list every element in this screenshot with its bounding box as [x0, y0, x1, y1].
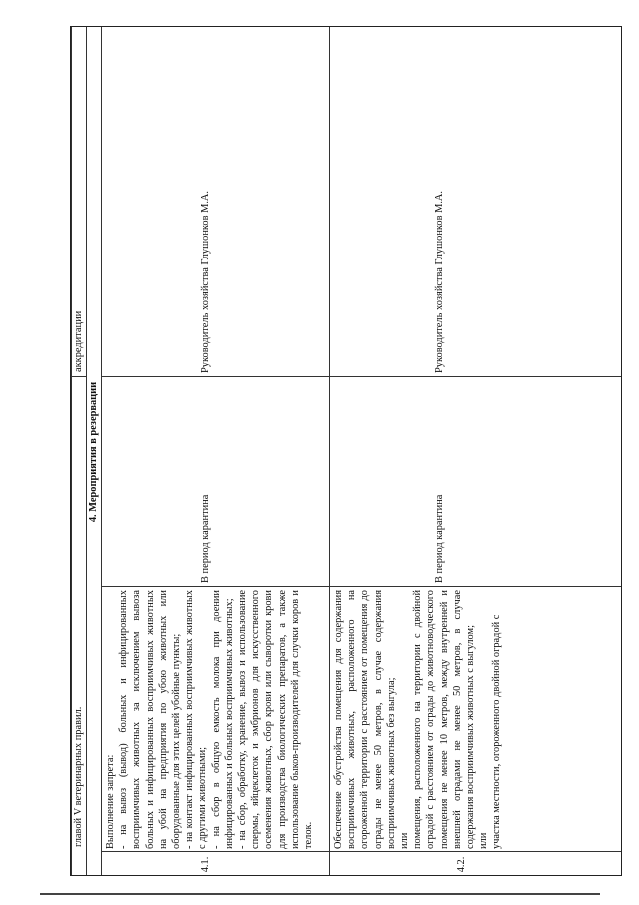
rotated-table [71, 27, 622, 876]
section-heading [87, 27, 101, 876]
row-responsible: Руководитель хозяйства Глушонков М.А. [200, 190, 211, 373]
grid-line [101, 586, 622, 587]
text-line: - на контакт инфицированных восприимчивых животных с другими животными; [184, 590, 209, 849]
header-right-text: аккредитации [73, 310, 84, 372]
text-line: или [478, 832, 490, 849]
section-heading-text: 4. Мероприятия в резервации [88, 381, 99, 523]
scan-bottom-edge [40, 893, 600, 895]
row-number: 4.1. [200, 856, 211, 873]
text-line: - на сбор в общую емкость молока при доении инфицированных и больных восприимчивых животных; [210, 590, 235, 849]
text-line: Обеспечение обустройства помещения для содержания восприимчивых животных, расположенного на огороженной территории с расстоянием от помещения до ограды не менее 50 метров, в случае содержания восприимчивых животных без выгула; [333, 590, 397, 849]
grid-line [101, 27, 102, 876]
scanned-table-page [70, 26, 622, 876]
text-line: Выполнение запрета: [105, 754, 116, 849]
text-line: помещения, расположенного на территории с двойной оградой с расстоянием от ограды до животноводческого помещения не менее 10 метров, между внутренней и внешней оградами не менее 50 метров, в случае содержания восприимчивых животных с выгулом; [412, 590, 477, 849]
header-left-cell [72, 387, 86, 847]
row-description [104, 590, 326, 849]
grid-line [101, 376, 622, 377]
row-number: 4.2. [456, 856, 467, 873]
row-description [332, 590, 622, 849]
grid-line [101, 851, 622, 852]
header-right-cell [72, 32, 86, 372]
row-period: В период карантина [434, 494, 445, 583]
text-line: - на вывоз (вывод) больных и инфицированных восприимчивых животных за исключением вывоза больных и инфицированных восприимчивых животных на убой на предприятия по убою животных или оборудованные для этих целей убойные пункты; [118, 590, 183, 849]
row-period: В период карантина [200, 494, 211, 583]
text-line: - на сбор, обработку, хранение, вывоз и использование спермы, яйцеклеток и эмбрионов для искусственного осеменения животных, сбор крови или сыворотки крови для производства биологических препаратов, а также использование быков-производителей для случки коров и телок. [237, 590, 315, 849]
grid-line [329, 27, 330, 876]
text-line: участка местности, огороженного двойной оградой с [491, 614, 503, 849]
text-line: или [399, 832, 411, 849]
header-left-text: главой V ветеринарных правил. [73, 706, 84, 847]
row-responsible: Руководитель хозяйства Глушонков М.А. [434, 190, 445, 373]
grid-line [71, 376, 86, 377]
